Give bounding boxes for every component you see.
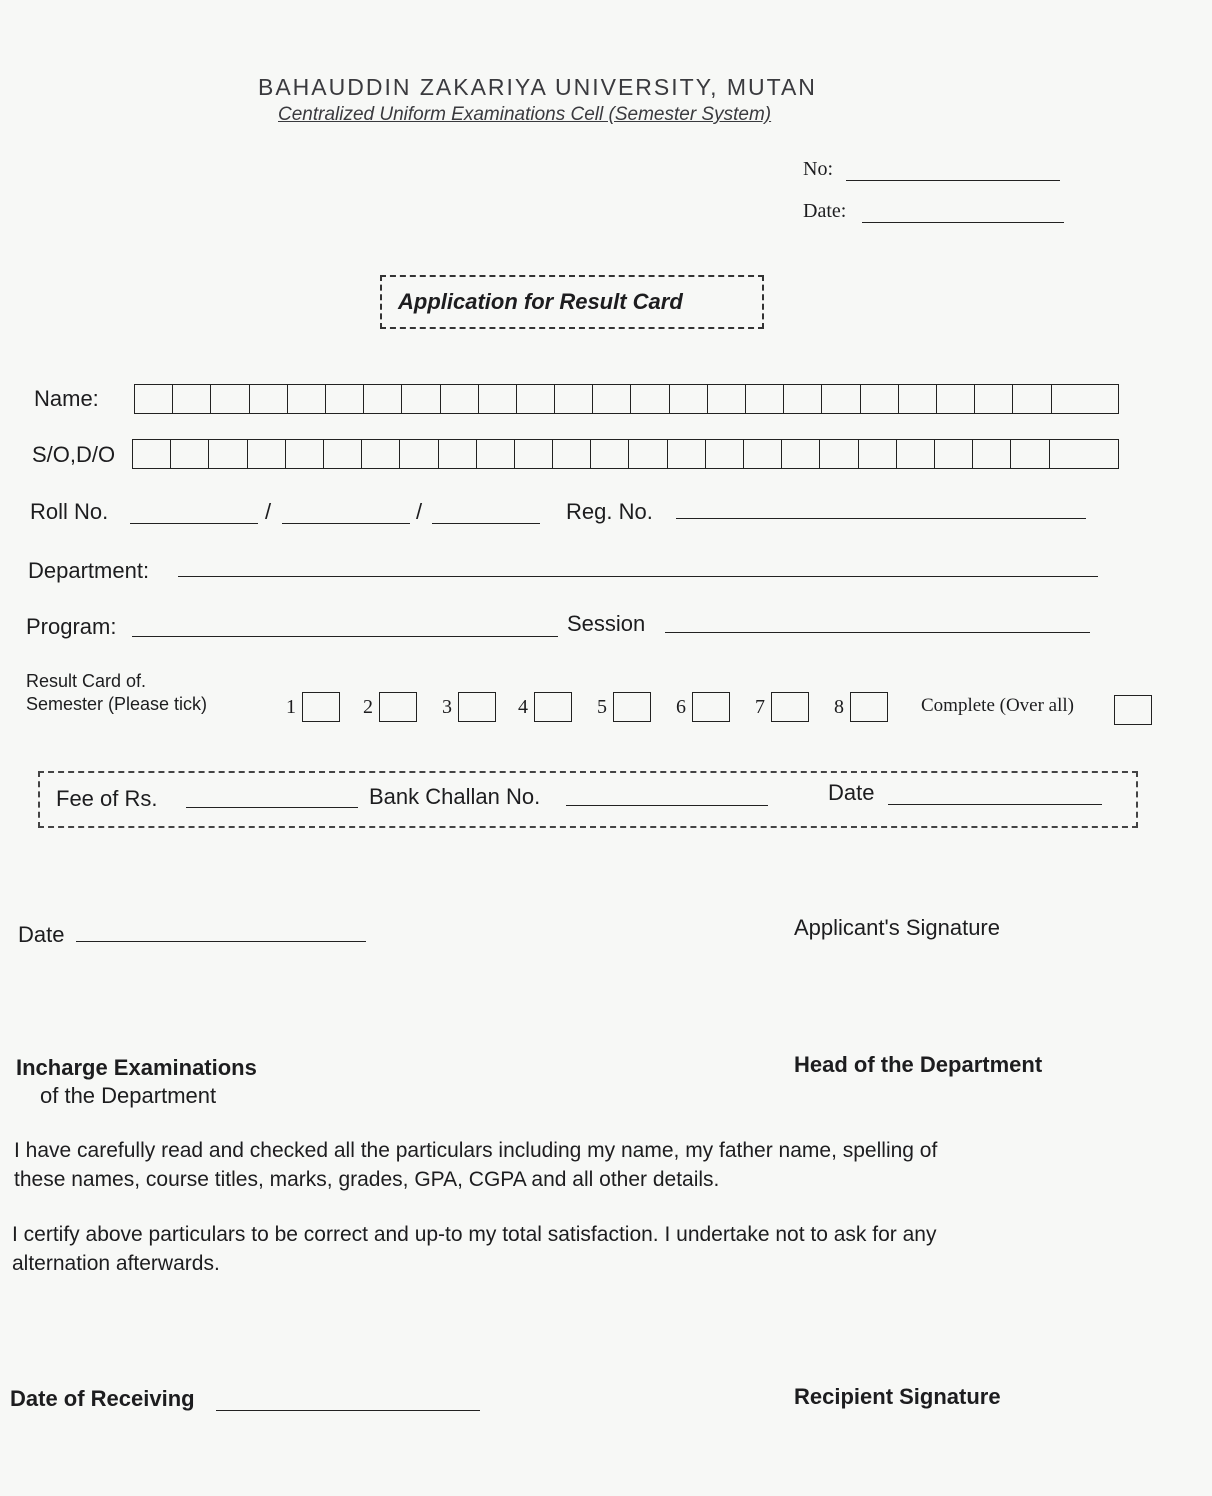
department-label: Department: (28, 558, 150, 583)
sodo-input-boxes[interactable] (132, 439, 1119, 469)
char-box[interactable] (746, 385, 784, 413)
semester-1-number: 1 (286, 695, 296, 718)
semester-6-number: 6 (676, 695, 686, 718)
char-box[interactable] (631, 385, 669, 413)
semester-3-checkbox[interactable] (458, 692, 496, 722)
semester-label-line1: Result Card of. (26, 671, 147, 691)
name-input-boxes[interactable] (134, 384, 1119, 414)
semester-7-number: 7 (755, 695, 765, 718)
char-box[interactable] (708, 385, 746, 413)
fee-amount-line[interactable] (186, 807, 358, 808)
program-line[interactable] (132, 636, 558, 637)
char-box[interactable] (248, 440, 286, 468)
fee-date-label: Date (828, 780, 875, 805)
char-box[interactable] (937, 385, 975, 413)
semester-4-number: 4 (518, 695, 528, 718)
semester-3-number: 3 (442, 695, 452, 718)
form-title: Application for Result Card (398, 289, 683, 314)
roll-no-label: Roll No. (30, 499, 109, 524)
char-box[interactable] (899, 385, 937, 413)
declaration-p1-line1: I have carefully read and checked all the particulars including my name, my father name, spelling of (14, 1139, 938, 1162)
roll-slash-2: / (416, 499, 423, 524)
semester-8-checkbox[interactable] (850, 692, 888, 722)
char-box[interactable] (897, 440, 935, 468)
no-label: No: (803, 158, 833, 180)
declaration-p2-line2: alternation afterwards. (12, 1252, 220, 1275)
recipient-signature-label: Recipient Signature (794, 1384, 1001, 1409)
char-box[interactable] (859, 440, 897, 468)
char-box[interactable] (782, 440, 820, 468)
char-box[interactable] (211, 385, 249, 413)
session-label: Session (567, 611, 646, 636)
date-line[interactable] (76, 941, 366, 942)
char-box[interactable] (250, 385, 288, 413)
reg-no-label: Reg. No. (566, 499, 653, 524)
char-box[interactable] (1052, 385, 1090, 413)
char-box[interactable] (668, 440, 706, 468)
session-line[interactable] (665, 632, 1090, 633)
declaration-paragraph-2 (12, 1220, 936, 1278)
university-name: BAHAUDDIN ZAKARIYA UNIVERSITY, MUTAN (258, 74, 817, 100)
char-box[interactable] (400, 440, 438, 468)
department-line[interactable] (178, 576, 1098, 577)
char-box[interactable] (515, 440, 553, 468)
char-box[interactable] (1013, 385, 1051, 413)
char-box[interactable] (479, 385, 517, 413)
char-box[interactable] (822, 385, 860, 413)
program-label: Program: (26, 614, 117, 639)
char-box[interactable] (171, 440, 209, 468)
date-label: Date (18, 922, 65, 947)
complete-checkbox[interactable] (1114, 695, 1152, 725)
semester-5-number: 5 (597, 695, 607, 718)
applicant-signature-label: Applicant's Signature (794, 915, 1000, 940)
roll-no-part2-line[interactable] (282, 523, 410, 524)
declaration-paragraph-1 (14, 1136, 937, 1194)
incharge-sub-label: of the Department (40, 1083, 217, 1108)
char-box[interactable] (593, 385, 631, 413)
reg-no-line[interactable] (676, 518, 1086, 519)
char-box[interactable] (975, 385, 1013, 413)
char-box[interactable] (441, 385, 479, 413)
semester-6-checkbox[interactable] (692, 692, 730, 722)
semester-1[interactable] (286, 692, 340, 722)
char-box[interactable] (364, 385, 402, 413)
fee-label: Fee of Rs. (56, 786, 158, 811)
char-box[interactable] (439, 440, 477, 468)
date-of-receiving-line[interactable] (216, 1410, 480, 1411)
no-line[interactable] (846, 180, 1060, 181)
roll-no-part3-line[interactable] (432, 523, 540, 524)
char-box[interactable] (744, 440, 782, 468)
char-box[interactable] (135, 385, 173, 413)
semester-3[interactable] (442, 692, 496, 722)
char-box[interactable] (133, 440, 171, 468)
sodo-label: S/O,D/O (32, 442, 116, 467)
semester-2[interactable] (363, 692, 417, 722)
semester-8-number: 8 (834, 695, 844, 718)
char-box[interactable] (973, 440, 1011, 468)
office-date-label: Date: (803, 200, 847, 222)
semester-label (26, 670, 207, 716)
char-box[interactable] (288, 385, 326, 413)
hod-label: Head of the Department (794, 1052, 1043, 1077)
semester-label-line2: Semester (Please tick) (26, 694, 208, 714)
semester-5[interactable] (597, 692, 651, 722)
challan-line[interactable] (566, 805, 768, 806)
char-box[interactable] (209, 440, 247, 468)
char-box[interactable] (1011, 440, 1049, 468)
char-box[interactable] (629, 440, 667, 468)
char-box[interactable] (706, 440, 744, 468)
complete-label: Complete (Over all) (921, 695, 1075, 716)
semester-8[interactable] (834, 692, 888, 722)
semester-7[interactable] (755, 692, 809, 722)
char-box[interactable] (591, 440, 629, 468)
challan-label: Bank Challan No. (369, 784, 541, 809)
semester-1-checkbox[interactable] (302, 692, 340, 722)
char-box[interactable] (324, 440, 362, 468)
semester-4[interactable] (518, 692, 572, 722)
char-box[interactable] (670, 385, 708, 413)
char-box[interactable] (820, 440, 858, 468)
char-box[interactable] (362, 440, 400, 468)
declaration-p2-line1: I certify above particulars to be correct and up-to my total satisfaction. I undertake not to ask for any (12, 1223, 937, 1246)
char-box[interactable] (477, 440, 515, 468)
semester-6[interactable] (676, 692, 730, 722)
char-box[interactable] (286, 440, 324, 468)
office-date-line[interactable] (862, 222, 1064, 223)
semester-7-checkbox[interactable] (771, 692, 809, 722)
fee-box (38, 771, 1138, 828)
char-box[interactable] (402, 385, 440, 413)
declaration-p1-line2: these names, course titles, marks, grades, GPA, CGPA and all other details. (14, 1168, 720, 1191)
fee-date-line[interactable] (888, 804, 1102, 805)
char-box[interactable] (935, 440, 973, 468)
char-box[interactable] (553, 440, 591, 468)
name-label: Name: (34, 386, 99, 411)
semester-2-number: 2 (363, 695, 373, 718)
char-box[interactable] (517, 385, 555, 413)
char-box[interactable] (1050, 440, 1088, 468)
semester-4-checkbox[interactable] (534, 692, 572, 722)
incharge-label: Incharge Examinations (16, 1055, 257, 1080)
char-box[interactable] (861, 385, 899, 413)
char-box[interactable] (555, 385, 593, 413)
exam-cell-subtitle: Centralized Uniform Examinations Cell (Semester System) (278, 104, 772, 125)
semester-5-checkbox[interactable] (613, 692, 651, 722)
char-box[interactable] (326, 385, 364, 413)
char-box[interactable] (784, 385, 822, 413)
roll-no-part1-line[interactable] (130, 523, 258, 524)
roll-slash-1: / (265, 499, 272, 524)
form-title-box (380, 275, 764, 329)
date-of-receiving-label: Date of Receiving (10, 1386, 195, 1411)
semester-2-checkbox[interactable] (379, 692, 417, 722)
char-box[interactable] (173, 385, 211, 413)
